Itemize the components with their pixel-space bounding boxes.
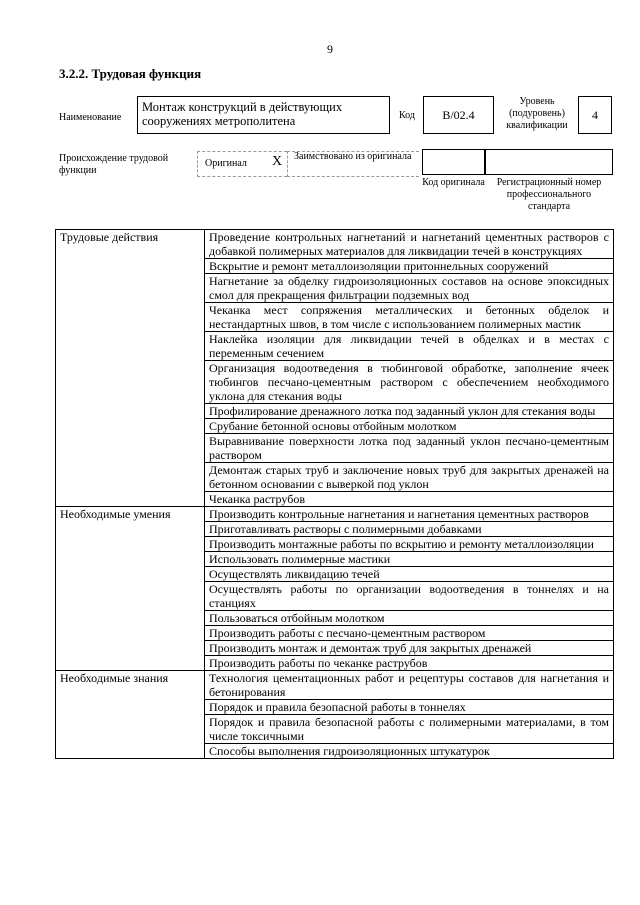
table-row [56,507,614,522]
required-knowledge-item: Способы выполнения гидроизоляционных штукатурок [205,744,614,759]
required-skills-item: Использовать полимерные мастики [205,552,614,567]
labor-actions-item: Демонтаж старых труб и заключение новых труб для закрытых дренажей на бетонном основании с выверкой под уклон [205,463,614,492]
required-skills-item: Осуществлять ликвидацию течей [205,567,614,582]
labor-actions-item: Чеканка мест сопряжения металлических и бетонных обделок и нестандартных швов, в том числе с использованием полимерных мастик [205,303,614,332]
function-table [55,229,614,759]
labor-actions-item: Наклейка изоляции для ликвидации течей в обделках и в местах с переменным сечением [205,332,614,361]
required-skills-item: Пользоваться отбойным молотком [205,611,614,626]
page-number: 9 [327,42,333,56]
original-mark: X [272,154,283,169]
labor-actions-item: Чеканка раструбов [205,492,614,507]
required-knowledge-item: Технология цементационных работ и рецептуры составов для нагнетания и бетонирования [205,671,614,700]
section-title: 3.2.2. Трудовая функция [59,66,202,81]
code-value: B/02.4 [423,96,494,134]
name-value: Монтаж конструкций в действующих сооружениях метрополитена [137,96,390,134]
required-skills-item: Осуществлять работы по организации водоотведения в тоннелях и на станциях [205,582,614,611]
code-original-box [422,149,485,175]
labor-actions-item: Организация водоотведения в тюбинговой обработке, заполнение ячеек тюбингов песчано-цементным раствором с обеспечением необходимого уклона для стекания воды [205,361,614,404]
labor-actions-item: Выравнивание поверхности лотка под заданный уклон песчано-цементным раствором [205,434,614,463]
required-skills-item: Производить контрольные нагнетания и нагнетания цементных растворов [205,507,614,522]
code-label: Код [399,110,415,121]
qualification-level-label: Уровень (подуровень) квалификации [506,96,568,131]
origin-label: Происхождение трудовой функции [59,153,169,176]
required-skills-item: Производить монтажные работы по вскрытию и ремонту металлоизоляции [205,537,614,552]
original-label: Оригинал [205,158,247,169]
labor-actions-item: Вскрытие и ремонт металлоизоляции притоннельных сооружений [205,259,614,274]
required-knowledge-label: Необходимые знания [56,671,205,759]
borrowed-label: Заимствовано из оригинала [294,151,412,162]
labor-actions-item: Срубание бетонной основы отбойным молотком [205,419,614,434]
code-original-caption: Код оригинала [422,177,485,188]
required-knowledge-item: Порядок и правила безопасной работы в тоннелях [205,700,614,715]
required-skills-item: Приготавливать растворы с полимерными добавками [205,522,614,537]
labor-actions-item: Профилирование дренажного лотка под заданный уклон для стекания воды [205,404,614,419]
required-skills-item: Производить работы по чеканке раструбов [205,656,614,671]
labor-actions-label: Трудовые действия [56,230,205,507]
required-skills-item: Производить монтаж и демонтаж труб для закрытых дренажей [205,641,614,656]
labor-actions-item: Проведение контрольных нагнетаний и нагнетаний цементных растворов с добавкой полимерных материалов для ликвидации течей в конструкциях [205,230,614,259]
qualification-level-value: 4 [578,96,612,134]
required-knowledge-item: Порядок и правила безопасной работы с полимерными материалами, в том числе токсичными [205,715,614,744]
required-skills-label: Необходимые умения [56,507,205,671]
registration-number-box [485,149,613,175]
labor-actions-item: Нагнетание за обделку гидроизоляционных составов на основе эпоксидных смол для прекращения фильтрации подземных вод [205,274,614,303]
registration-caption: Регистрационный номер профессионального стандарта [496,177,602,212]
table-row [56,230,614,259]
table-row [56,671,614,700]
name-label: Наименование [59,112,122,123]
required-skills-item: Производить работы с песчано-цементным раствором [205,626,614,641]
